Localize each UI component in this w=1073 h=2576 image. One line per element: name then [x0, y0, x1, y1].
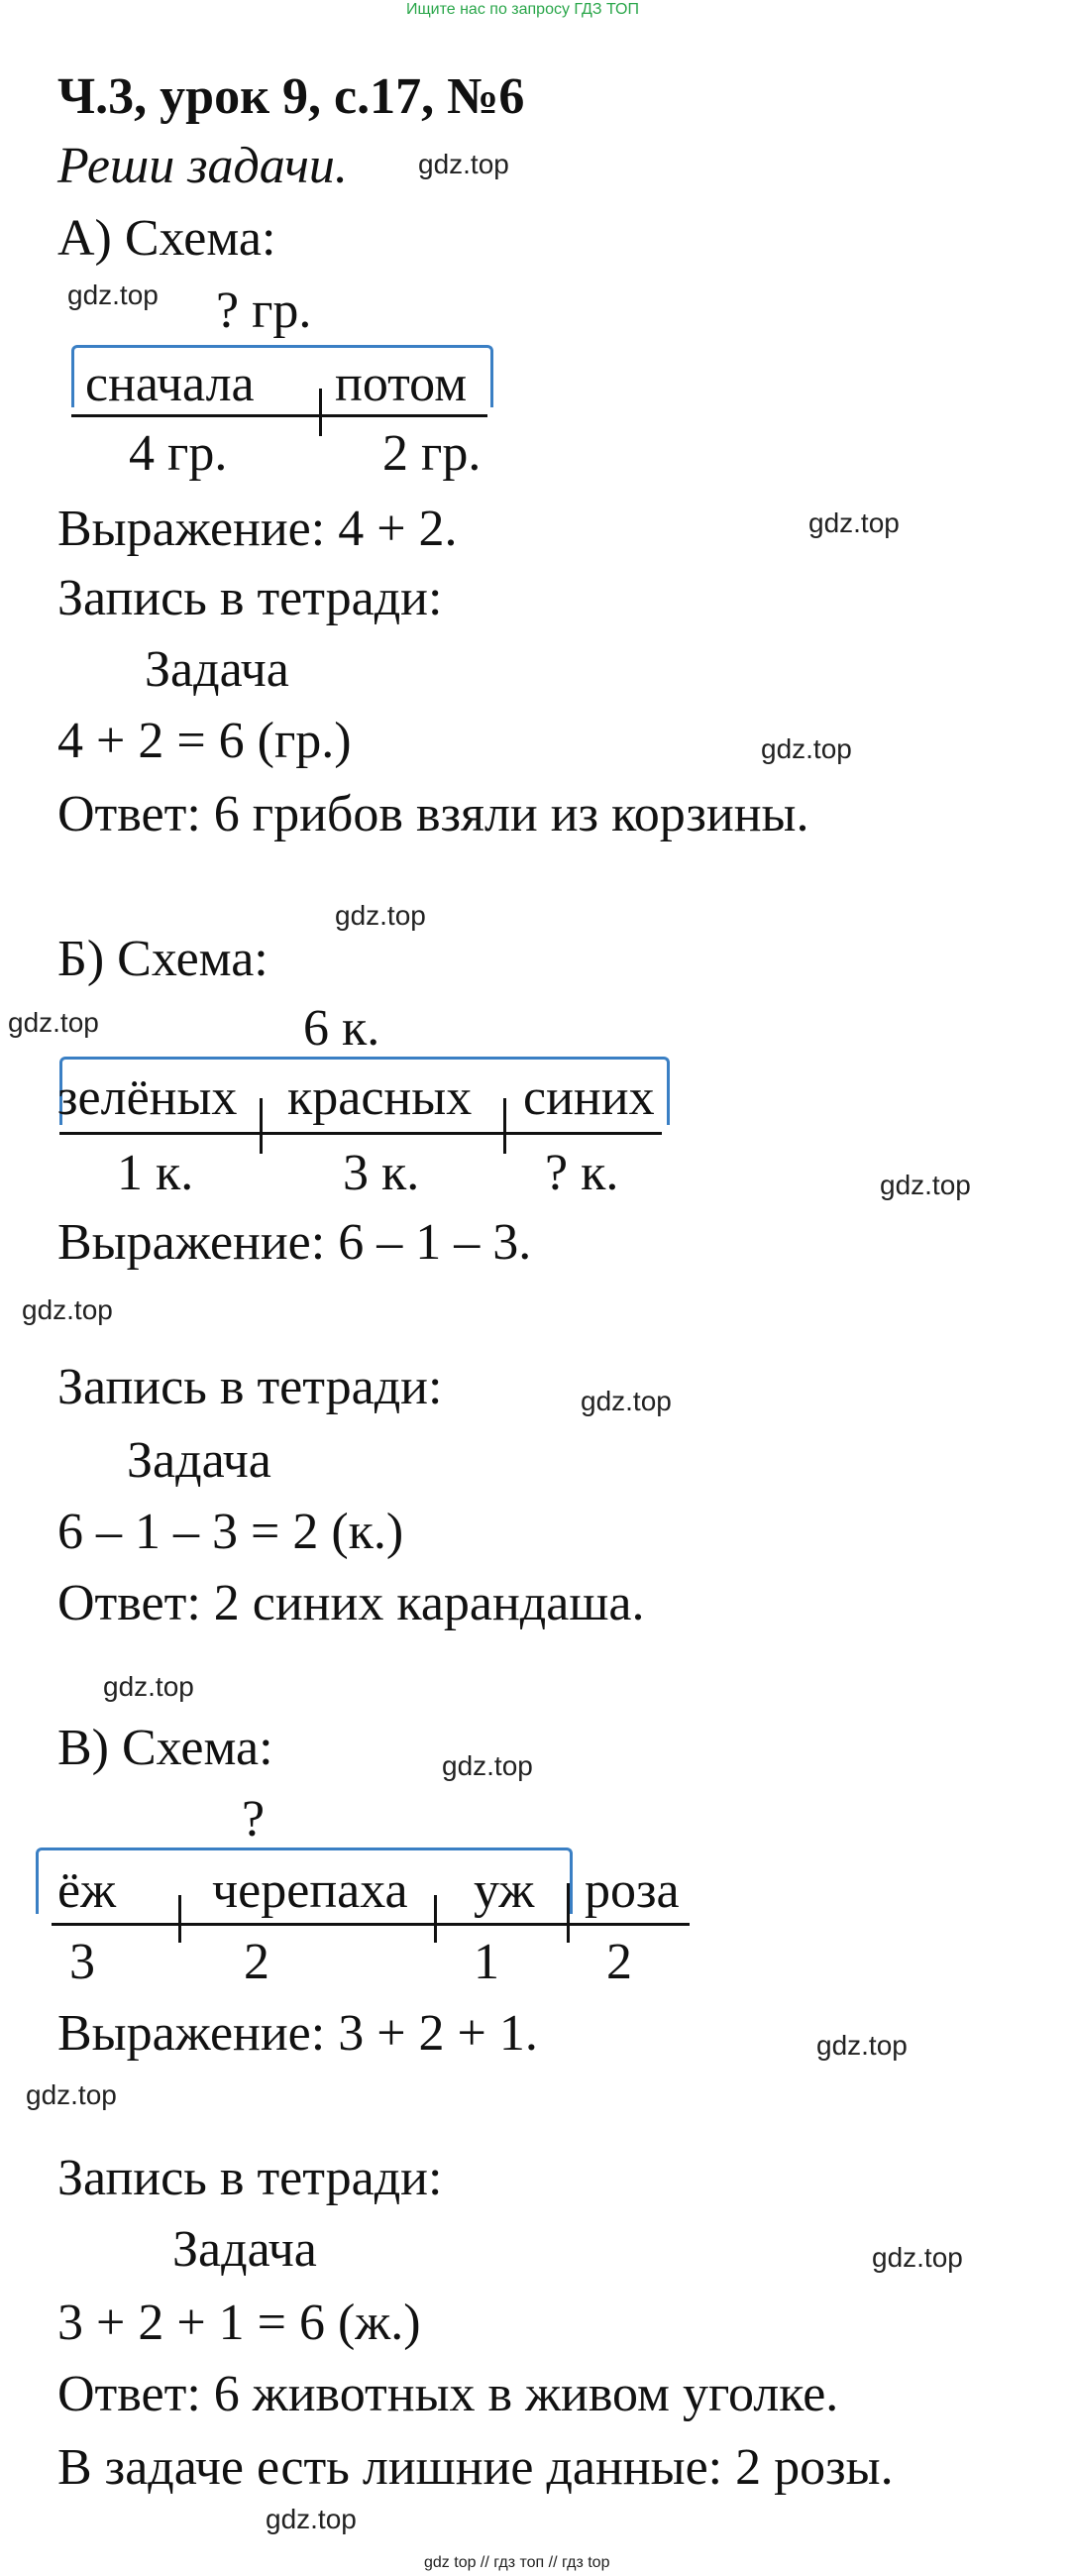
task-c-value-3: 1	[474, 1934, 499, 1990]
task-c-divider-2	[434, 1895, 437, 1943]
task-a-total: ? гр.	[216, 282, 312, 339]
watermark: gdz.top	[335, 900, 426, 931]
task-a-expression: Выражение: 4 + 2.	[57, 501, 458, 557]
watermark: gdz.top	[816, 2030, 908, 2061]
task-a-part-1: сначала	[85, 356, 255, 412]
task-c-notebook-label: Запись в тетради:	[57, 2150, 443, 2206]
watermark: gdz.top	[8, 1007, 99, 1038]
task-b-total: 6 к.	[303, 1000, 380, 1057]
task-b-value-1: 1 к.	[117, 1145, 194, 1201]
task-b-equation: 6 – 1 – 3 = 2 (к.)	[57, 1504, 404, 1560]
watermark: gdz.top	[581, 1386, 672, 1416]
watermark: gdz.top	[22, 1294, 113, 1325]
watermark: gdz.top	[808, 507, 900, 538]
task-c-divider-1	[178, 1895, 181, 1943]
task-b-segment-line	[59, 1132, 662, 1135]
task-a-part-2: потом	[335, 356, 468, 412]
task-a-answer: Ответ: 6 грибов взяли из корзины.	[57, 786, 809, 842]
task-a-task-word: Задача	[145, 641, 289, 698]
task-a-divider	[319, 389, 322, 436]
watermark: gdz.top	[761, 733, 852, 764]
task-c-part-2: черепаха	[212, 1862, 408, 1919]
watermark: gdz.top	[872, 2242, 963, 2273]
watermark: gdz.top	[26, 2079, 117, 2110]
task-b-part-1: зелёных	[57, 1069, 238, 1126]
watermark: gdz.top	[266, 2504, 357, 2534]
page-subtitle: Реши задачи.	[57, 138, 348, 194]
task-b-part-3: синих	[523, 1069, 655, 1126]
task-a-equation: 4 + 2 = 6 (гр.)	[57, 713, 352, 769]
task-c-segment-line	[52, 1923, 690, 1926]
task-b-answer: Ответ: 2 синих карандаша.	[57, 1575, 645, 1631]
task-a-value-1: 4 гр.	[129, 425, 228, 482]
task-a-scheme-label: А) Схема:	[57, 210, 276, 267]
task-c-total: ?	[242, 1791, 266, 1848]
task-c-value-4: 2	[606, 1934, 632, 1990]
task-a-notebook-label: Запись в тетради:	[57, 570, 443, 626]
task-c-divider-3	[567, 1883, 570, 1943]
task-b-value-2: 3 к.	[343, 1145, 420, 1201]
task-c-equation: 3 + 2 + 1 = 6 (ж.)	[57, 2295, 421, 2351]
task-b-part-2: красных	[287, 1069, 473, 1126]
watermark: gdz.top	[103, 1671, 194, 1702]
task-b-value-3: ? к.	[545, 1145, 619, 1201]
task-c-value-2: 2	[244, 1934, 269, 1990]
search-hint: Ищите нас по запросу ГДЗ ТОП	[406, 1, 639, 18]
task-a-value-2: 2 гр.	[382, 425, 482, 482]
page-title: Ч.3, урок 9, с.17, №6	[57, 68, 525, 125]
task-c-answer: Ответ: 6 животных в живом уголке.	[57, 2366, 839, 2422]
task-b-expression: Выражение: 6 – 1 – 3.	[57, 1214, 532, 1271]
task-c-part-3: уж	[474, 1862, 535, 1919]
watermark: gdz.top	[67, 280, 159, 310]
task-c-part-4: роза	[585, 1862, 680, 1919]
task-c-expression: Выражение: 3 + 2 + 1.	[57, 2005, 538, 2062]
task-a-segment-line	[71, 414, 487, 417]
task-b-divider-2	[503, 1098, 506, 1154]
task-c-extra-data: В задаче есть лишние данные: 2 розы.	[57, 2439, 894, 2496]
task-c-scheme-label: В) Схема:	[57, 1720, 273, 1776]
watermark: gdz.top	[880, 1170, 971, 1200]
task-b-task-word: Задача	[127, 1432, 271, 1489]
task-b-divider-1	[260, 1098, 263, 1154]
task-c-value-1: 3	[69, 1934, 95, 1990]
watermark: gdz.top	[442, 1750, 533, 1781]
watermark: gdz.top	[418, 149, 509, 179]
task-c-task-word: Задача	[172, 2221, 317, 2278]
task-b-notebook-label: Запись в тетради:	[57, 1359, 443, 1415]
footer-watermarks: gdz top // гдз топ // гдз top	[424, 2554, 610, 2571]
task-b-scheme-label: Б) Схема:	[57, 931, 268, 987]
task-c-part-1: ёж	[57, 1862, 117, 1919]
